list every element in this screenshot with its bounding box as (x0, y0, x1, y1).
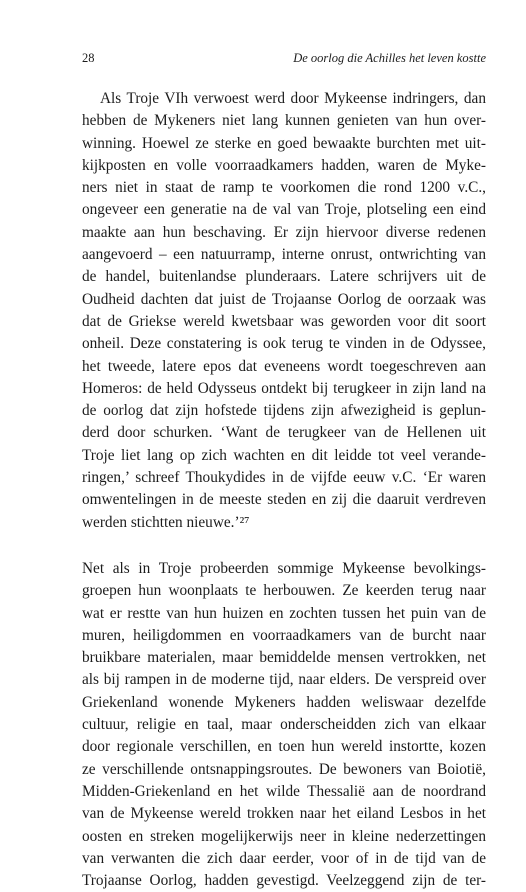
text-line: werden stichtten nieuwe.’²⁷ (82, 513, 250, 531)
text-line: cultuur, religie en taal, maar onderscheidden zich van elkaar (82, 716, 486, 734)
body-text (82, 88, 486, 892)
text-line: Griekenland wonende Mykeners hadden weliswaar dezelfde (82, 693, 486, 711)
text-line: ze verschillende ontsnappingsroutes. De bewoners van Boiotië, (82, 760, 486, 778)
paragraph-2 (82, 558, 486, 892)
text-line: groepen hun woonplaats te herbouwen. Ze keerden terug naar (82, 582, 486, 600)
text-line: wat er restte van hun huizen en zochten tussen het puin van de (82, 604, 486, 622)
paragraph-1 (82, 88, 486, 534)
text-line: Net als in Troje probeerden sommige Mykeense bevolkings- (82, 559, 486, 577)
text-line: als bij rampen in de moderne tijd, naar elders. De verspreid over (82, 671, 486, 689)
text-line: hebben de Mykeners niet lang kunnen genieten van hun over- (82, 112, 486, 130)
text-line: Als Troje VIh verwoest werd door Mykeense indringers, dan (100, 90, 486, 107)
text-line: van de Mykeense wereld trokken naar het eiland Lesbos in het (82, 805, 486, 823)
text-line: aangevoerd – een natuurramp, interne onrust, ontwrichting van (82, 246, 486, 264)
text-line: Trojaanse Oorlog, hadden gevestigd. Veelzeggend zijn de ter- (82, 872, 486, 890)
text-line: maakte aan hun beschaving. Er zijn hiervoor diverse redenen (82, 223, 486, 241)
text-line: ringen,’ schreef Thoukydides in de vijfde eeuw v.C. ‘Er waren (82, 469, 486, 487)
text-line: derd door schurken. ‘Want de terugkeer van de Hellenen uit (82, 424, 486, 442)
text-line: Homeros: de held Odysseus ontdekt bij terugkeer in zijn land na (82, 379, 486, 397)
text-line: kijkposten en volle voorraadkamers hadden, waren de Myke- (82, 156, 486, 174)
text-line: ners niet in staat de ramp te voorkomen die rond 1200 v.C., (82, 179, 486, 197)
text-line: bruikbare materialen, maar bemiddelde mensen vertrokken, net (82, 649, 486, 667)
running-title: De oorlog die Achilles het leven kostte (293, 51, 486, 65)
text-line: de oorlog dat zijn hofstede tijdens zijn afwezigheid is geplun- (82, 402, 486, 420)
text-line: Midden-Griekenland en het wilde Thessalië aan de noordrand (82, 782, 486, 800)
text-line: onheil. Deze constatering is ook terug te vinden in de Odyssee, (82, 335, 486, 353)
text-line: oosten en streken mogelijkerwijs neer in kleine nederzettingen (82, 827, 486, 845)
page-number: 28 (82, 51, 95, 65)
text-line: omwentelingen in de meeste steden en zij die daaruit verdreven (82, 491, 486, 509)
text-line: muren, heiligdommen en voorraadkamers van de burcht naar (82, 626, 486, 644)
text-line: ongeveer een generatie na de val van Troje, plotseling een eind (82, 201, 486, 219)
text-line: dat de Griekse wereld kwetsbaar was geworden voor dit soort (82, 312, 486, 330)
text-line: winning. Hoewel ze sterke en goed bewaakte burchten met uit- (82, 134, 486, 152)
text-line: door regionale verschillen, en toen hun wereld instortte, kozen (82, 738, 486, 756)
text-line: de handel, buitenlandse plunderaars. Latere schrijvers uit de (82, 268, 486, 286)
text-line: van verwanten die zich daar eerder, voor of in de tijd van de (82, 849, 486, 867)
paragraph-spacer (82, 534, 486, 558)
text-line: het tweede, latere epos dat eveneens wordt toegeschreven aan (82, 357, 486, 375)
text-line: Troje liet lang op zich wachten en dit leidde tot veel verande- (82, 446, 486, 464)
text-line: Oudheid dachten dat juist de Trojaanse Oorlog de oorzaak was (82, 290, 486, 308)
